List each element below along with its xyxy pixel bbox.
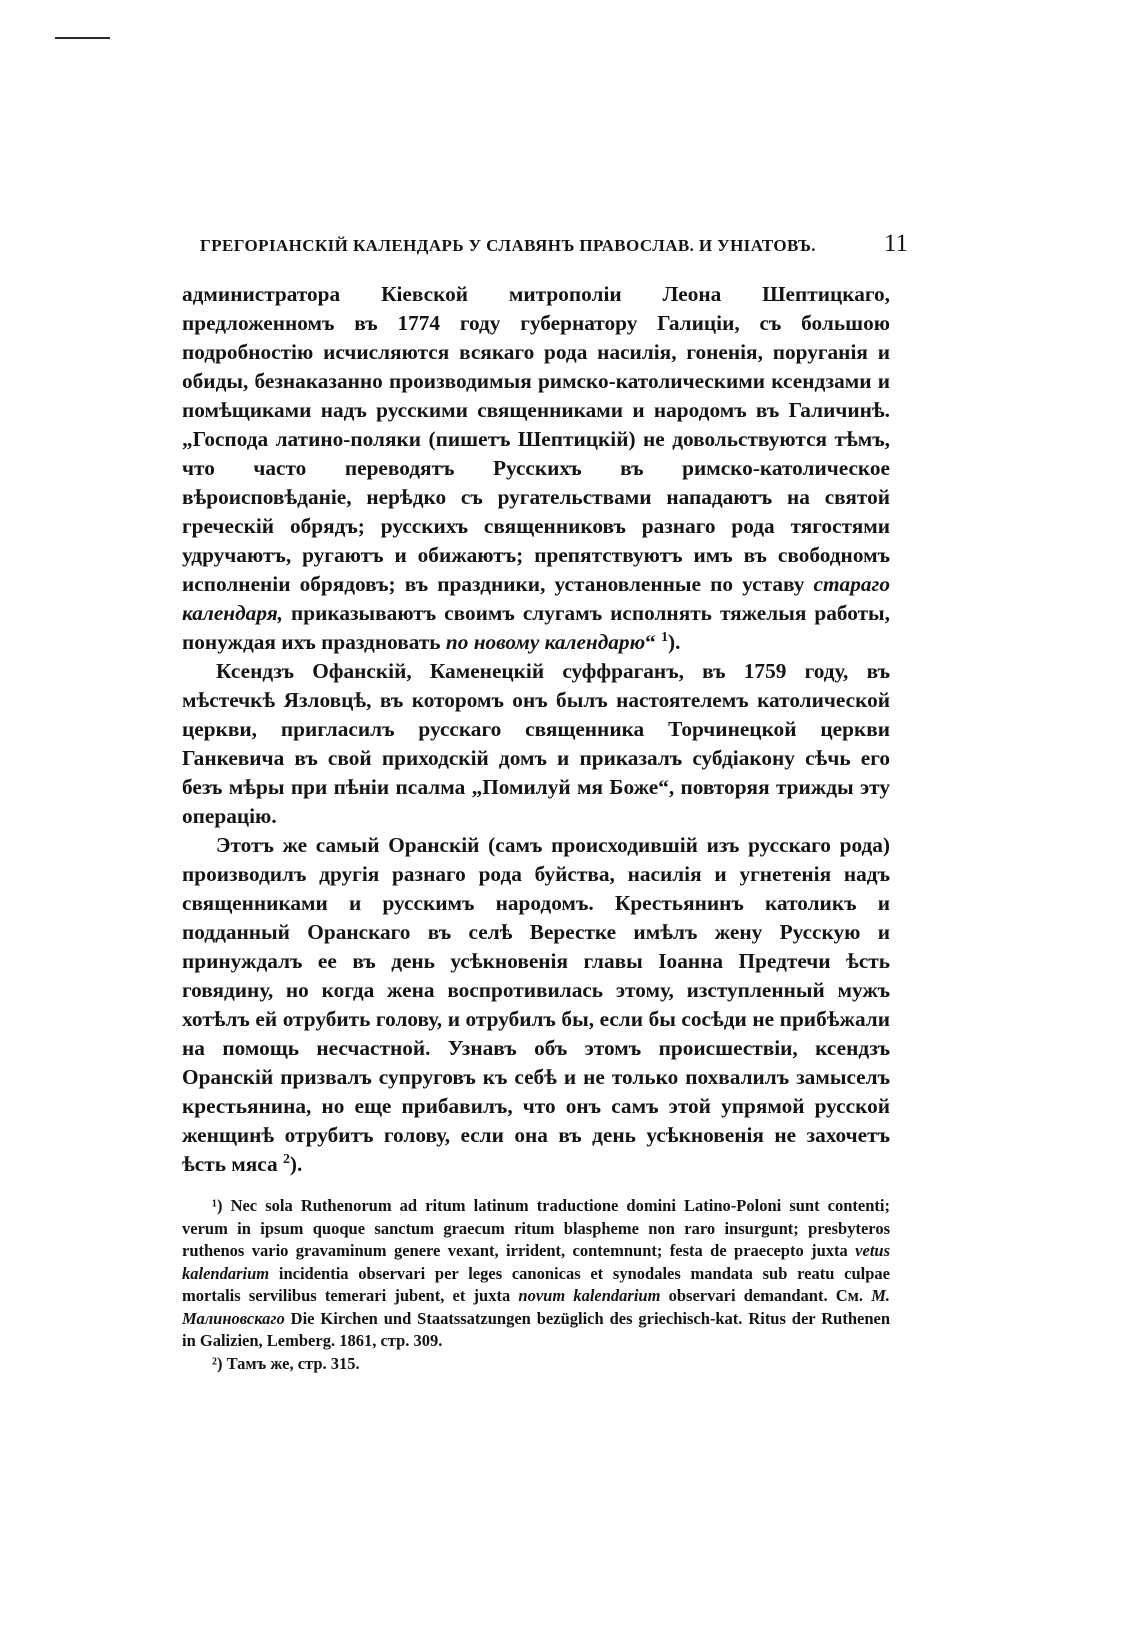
footnote-1-italic-3: М. Малиновскаго xyxy=(182,1286,891,1328)
paragraph-1-text: администратора Кіевской митрополіи Леона Шептицкаго, предложенномъ въ 1774 году губернатору Галиціи, съ большою подробностію исчисляются всякаго рода насилія, гоненія, поруганія и обиды, безнаказанно производимыя римско-католическими ксендзами и помѣщиками надъ русскими священниками и народомъ въ Галичинѣ. „Господа латино-поляки (пишетъ Шептицкій) не довольствуются тѣмъ, что часто переводятъ Русскихъ въ римско-католическое вѣроисповѣданіе, нерѣдко съ ругательствами нападаютъ на святой греческій обрядъ; русскихъ священниковъ разнаго рода тягостями удручаютъ, ругаютъ и обижаютъ; препятствуютъ имъ въ свободномъ исполненіи обрядовъ; въ праздники, установленные по уставу xyxy=(182,282,890,596)
paragraph-3-text: Этотъ же самый Оранскій (самъ происходившій изъ русскаго рода) производилъ другія разнаго рода буйства, насилія и угнетенія надъ священниками и русскимъ народомъ. Крестьянинъ католикъ и подданный Оранскаго въ селѣ Верестке имѣлъ жену Русскую и принуждалъ ее въ день усѣкновенія главы Іоанна Предтечи ѣсть говядину, но когда жена воспротивилась этому, изступленный мужъ хотѣлъ ей отрубить голову, и отрубилъ бы, если бы сосѣди не прибѣжали на помощь несчастной. Узнавъ объ этомъ происшествіи, ксендзъ Оранскій призвалъ супруговъ къ себѣ и не только похвалилъ замыселъ крестьянина, но еще прибавилъ, что онъ самъ этой упрямой русской женщинѣ отрубитъ голову, если она въ день усѣкновенія не захочетъ ѣсть мяса xyxy=(182,833,890,1176)
footnote-1-mark: ¹) xyxy=(212,1196,223,1215)
running-header xyxy=(200,230,908,260)
page-number: 11 xyxy=(883,230,908,257)
main-text xyxy=(182,280,890,1179)
paragraph-1-tail: ). xyxy=(668,630,681,654)
footnote-ref-2: 2 xyxy=(283,1150,290,1166)
footnote-1-italic-1: vetus kalendarium xyxy=(182,1241,891,1283)
footnote-1 xyxy=(182,1195,890,1353)
footnote-2-mark: ²) xyxy=(212,1353,223,1373)
footnote-1-text-3: observari demandant. См. xyxy=(668,1286,864,1305)
footnote-1-text: Nec sola Ruthenorum ad ritum latinum traductione domini Latino-Poloni sunt contenti; verum in ipsum quoque sanctum graecum ritum blaspheme non raro insurgunt; presbyteros ruthenos vario gravaminum genere vexant, irrident, contemnunt; festa de praecepto juxta xyxy=(182,1196,890,1260)
footnote-1-text-4: Die Kirchen und Staatssatzungen bezüglich des griechisch-kat. Ritus der Ruthenen in Galizien, Lemberg. 1861, стр. 309. xyxy=(182,1308,890,1350)
footnote-ref-1: 1 xyxy=(661,628,669,644)
footnote-2 xyxy=(182,1353,890,1376)
running-title: ГРЕГОРІАНСКІЙ КАЛЕНДАРЬ У СЛАВЯНЪ ПРАВОСЛАВ. И УНІАТОВЪ. xyxy=(200,236,816,255)
footnote-1-text-2: incidentia observari per leges canonicas et synodales mandata sub reatu culpae mortalis servilibus temerari jubent, et juxta xyxy=(182,1263,890,1305)
paragraph-1-text-2: приказываютъ своимъ слугамъ исполнять тяжелыя работы, понуждая ихъ праздновать xyxy=(182,601,890,654)
paragraph-1 xyxy=(182,280,890,657)
paragraph-3-tail: ). xyxy=(289,1152,303,1176)
footnote-1-italic-2: novum kalendarium xyxy=(518,1286,661,1305)
paragraph-2: Ксендзъ Офанскій, Каменецкій суффраганъ, въ 1759 году, въ мѣстечкѣ Язловцѣ, въ которомъ онъ былъ настоятелемъ католической церкви, пригласилъ русскаго священника Торчинецкой церкви Ганкевича въ свой приходскій домъ и приказалъ субдіакону сѣчь его безъ мѣры при пѣніи псалма „Помилуй мя Боже“, повторяя трижды эту операцію. xyxy=(182,659,890,828)
page-edge-mark xyxy=(55,37,110,39)
paragraph-1-quote: “ xyxy=(645,630,656,654)
paragraph-1-italic-2: по новому календарю xyxy=(445,630,646,654)
footnotes xyxy=(182,1195,890,1375)
paragraph-1-italic-1: стараго календаря, xyxy=(182,572,891,625)
paragraph-3 xyxy=(182,831,890,1179)
footnote-2-text: Тамъ же, стр. 315. xyxy=(226,1353,360,1373)
